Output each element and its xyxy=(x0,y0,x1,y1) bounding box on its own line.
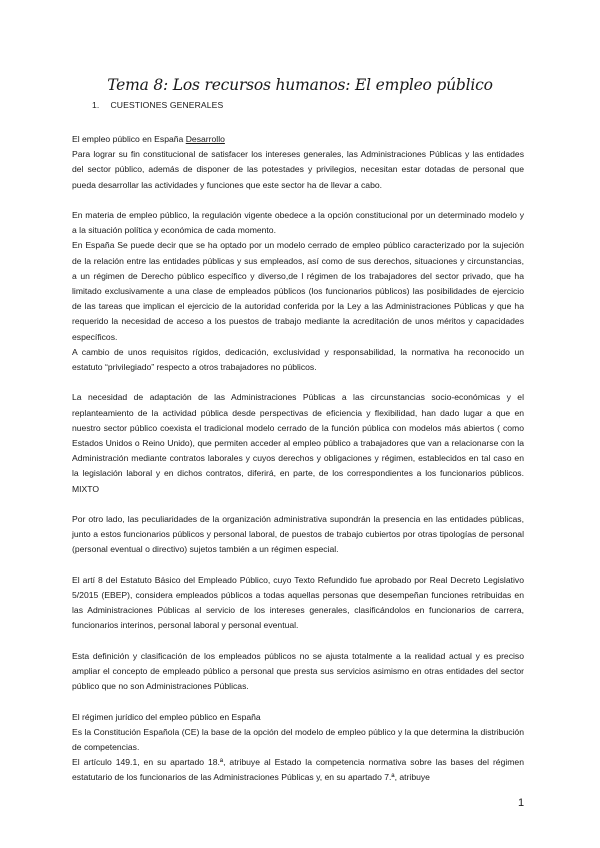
paragraph: A cambio de unos requisitos rígidos, dedicación, exclusividad y responsabilidad, la normativa ha reconocido un estatuto “privilegiado” respecto a otros trabajadores no públicos. xyxy=(72,346,524,373)
paragraph-text: Para lograr su fin constitucional de satisfacer los intereses generales, las Administraciones Públicas y las entidades del sector público, además de disponer de las potestades y privilegios, necesitan estar dotadas de personal que pueda desarrollar las actividades y funciones que este sector ha de llevar a cabo. xyxy=(72,149,524,190)
section-label: CUESTIONES GENERALES xyxy=(110,100,224,110)
paragraph: En materia de empleo público, la regulación vigente obedece a la opción constitucional por un determinado modelo y a la situación política y económica de cada momento. xyxy=(72,210,524,236)
paragraph xyxy=(72,710,524,756)
page-number: 1 xyxy=(518,797,525,809)
section-number: 1. xyxy=(92,100,100,110)
paragraph: El artí 8 del Estatuto Básico del Empleado Público, cuyo Texto Refundido fue aprobado por Real Decreto Legislativo 5/2015 (EBEP), considera empleados públicos a todas aquellas personas que desempeñan funciones retribuidas en las Administraciones Públicas al servicio de los intereses generales, clasificándolos en funcionarios de carrera, funcionarios interinos, personal laboral y personal eventual. xyxy=(72,574,524,631)
paragraph-text: Es la Constitución Española (CE) la base de la opción del modelo de empleo público y la que determina la distribución de competencias. xyxy=(72,726,524,753)
section-heading xyxy=(92,100,223,110)
paragraph: En España Se puede decir que se ha optado por un modelo cerrado de empleo público caracterizado por la sujeción de la relación entre las entidades públicas y sus empleados, así como de sus derechos, situaciones y circunstancias, a un régimen de Derecho público específico y diverso,de l régimen de los trabajadores del sector privado, que ha limitado exclusivamente a una clase de empleados públicos (los funcionarios públicos) las posibilidades de ejercicio de las tareas que implican el ejercicio de la autoridad conferida por la Ley a las Administraciones Públicas y que ha requerido la necesidad de acceso a los puestos de trabajo mediante la acreditación de unos méritos y capacidades específicos. xyxy=(72,240,524,342)
paragraph: Esta definición y clasificación de los empleados públicos no se ajusta totalmente a la realidad actual y es preciso ampliar el concepto de empleado público a personal que presta sus servicios asimismo en otras entidades del sector público que no son Administraciones Públicas. xyxy=(72,650,524,692)
paragraph xyxy=(72,132,524,193)
subheading: El régimen jurídico del empleo público en España xyxy=(72,711,261,722)
subheading-underlined: Desarrollo xyxy=(185,134,225,144)
subheading xyxy=(72,132,524,147)
document-body xyxy=(72,132,524,786)
document-title: Tema 8: Los recursos humanos: El empleo público xyxy=(107,76,493,94)
paragraph: El artículo 149.1, en su apartado 18.ª, atribuye al Estado la competencia normativa sobre las bases del régimen estatutario de los funcionarios de las Administraciones Públicas y, en su apartado 7.ª, atribuye xyxy=(72,757,524,783)
paragraph: Por otro lado, las peculiaridades de la organización administrativa supondrán la presencia en las entidades públicas, junto a estos funcionarios públicos y personal laboral, de puestos de trabajo cubiertos por otras tipologías de personal (personal eventual o directivo) sujetos también a un régimen especial. xyxy=(72,514,524,555)
subheading-text: El empleo público en España xyxy=(72,134,186,144)
paragraph: La necesidad de adaptación de las Administraciones Públicas a las circunstancias socio-económicas y el replanteamiento de la actividad pública desde perspectivas de eficiencia y flexibilidad, han dado lugar a que en nuestro sector público coexista el tradicional modelo cerrado de la función pública con modelos más abiertos ( como Estados Unidos o Reino Unido), que permiten acceder al empleo público a trabajadores que van a relacionarse con la Administración mediante contratos laborales y cuyos derechos y obligaciones y régimen, establecidos en tal caso en la legislación laboral y en dichos contratos, diferirá, en parte, de los correspondientes a los funcionarios públicos. MIXTO xyxy=(72,392,524,494)
